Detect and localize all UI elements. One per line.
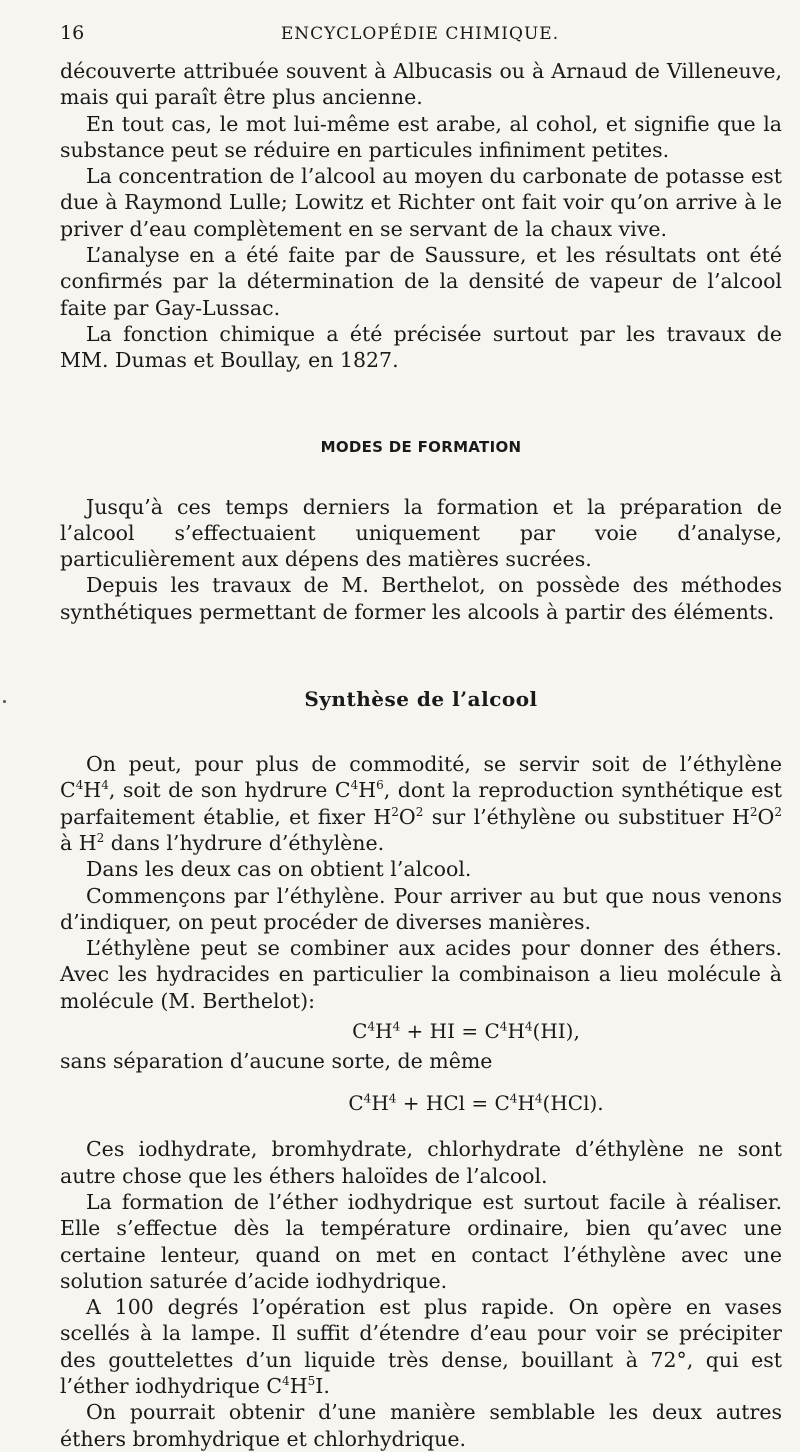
synthesis-paragraph-6: Ces iodhydrate, bromhydrate, chlorhydrate d’éthylène ne sont autre chose que les éthers haloïdes de l’alcool. [60, 1137, 782, 1188]
intro-paragraph-1: découverte attribuée souvent à Albucasis ou à Arnaud de Villeneuve, mais qui paraît être plus ancienne. [60, 59, 782, 110]
section-paragraph-2: Depuis les travaux de M. Berthelot, on possède des méthodes synthétiques permettant de former les alcools à partir des éléments. [60, 573, 782, 624]
section-paragraph-1: Jusqu’à ces temps derniers la formation et la préparation de l’alcool s’effectuaient uniquement par voie d’analyse, particulièrement aux dépens des matières sucrées. [60, 494, 782, 572]
section-heading: MODES DE FORMATION [320, 437, 522, 456]
synthesis-paragraph-1: On peut, pour plus de commodité, se servir soit de l’éthylène $C^4H^4$, soit de son hydrure $C^4H^6$, dont la reproduction synthétique est parfaitement établie, et fixer $H^2O^2$ sur l’éthylène ou substituer $H^2O^2$ à $H^2$ dans l’hydrure d’éthylène. [60, 752, 782, 855]
synthesis-paragraph-5: sans séparation d’aucune sorte, de même [60, 1049, 493, 1074]
intro-paragraph-2: En tout cas, le mot lui-même est arabe, al cohol, et signifie que la substance peut se réduire en particules infiniment petites. [60, 111, 782, 162]
synthesis-paragraph-9: On pourrait obtenir d’une manière semblable les deux autres éthers bromhydrique et chlorhydrique. [60, 1400, 782, 1451]
page-number: 16 [60, 22, 85, 44]
equation-hi: $C^4H^4$ + HI = $C^4H^4(HI)$, [352, 1019, 580, 1044]
equation-hcl: $C^4H^4$ + HCl = $C^4H^4(HCl)$. [348, 1091, 604, 1116]
synthesis-paragraph-3: Commençons par l’éthylène. Pour arriver au but que nous venons d’indiquer, on peut procéder de diverses manières. [60, 883, 782, 934]
margin-speck [3, 700, 6, 703]
running-title: ENCYCLOPÉDIE CHIMIQUE. [280, 24, 560, 44]
running-header [60, 22, 780, 48]
text-column [60, 58, 782, 1452]
subsection-heading: Synthèse de l’alcool [304, 687, 538, 712]
synthesis-paragraph-2: Dans les deux cas on obtient l’alcool. [86, 857, 472, 882]
synthesis-paragraph-4: L’éthylène peut se combiner aux acides pour donner des éthers. Avec les hydracides en particulier la combinaison a lieu molécule à molécule (M. Berthelot): [60, 936, 782, 1013]
synthesis-paragraph-7: La formation de l’éther iodhydrique est surtout facile à réaliser. Elle s’effectue dès la température ordinaire, bien qu’avec une certaine lenteur, quand on met en contact l’éthylène avec une solution saturée d’acide iodhydrique. [60, 1189, 782, 1293]
intro-paragraph-4: L’analyse en a été faite par de Saussure, et les résultats ont été confirmés par la détermination de la densité de vapeur de l’alcool faite par Gay-Lussac. [60, 243, 782, 320]
intro-paragraph-3: La concentration de l’alcool au moyen du carbonate de potasse est due à Raymond Lulle; Lowitz et Richter ont fait voir qu’on arrive à le priver d’eau complètement en se servant de la chaux vive. [60, 164, 782, 241]
synthesis-paragraph-8: A 100 degrés l’opération est plus rapide. On opère en vases scellés à la lampe. Il suffit d’étendre d’eau pour voir se précipiter des gouttelettes d’un liquide très dense, bouillant à 72°, qui est l’éther iodhydrique $C^4H^5I$. [60, 1295, 782, 1398]
intro-paragraph-5: La fonction chimique a été précisée surtout par les travaux de MM. Dumas et Boullay, en 1827. [60, 321, 782, 373]
